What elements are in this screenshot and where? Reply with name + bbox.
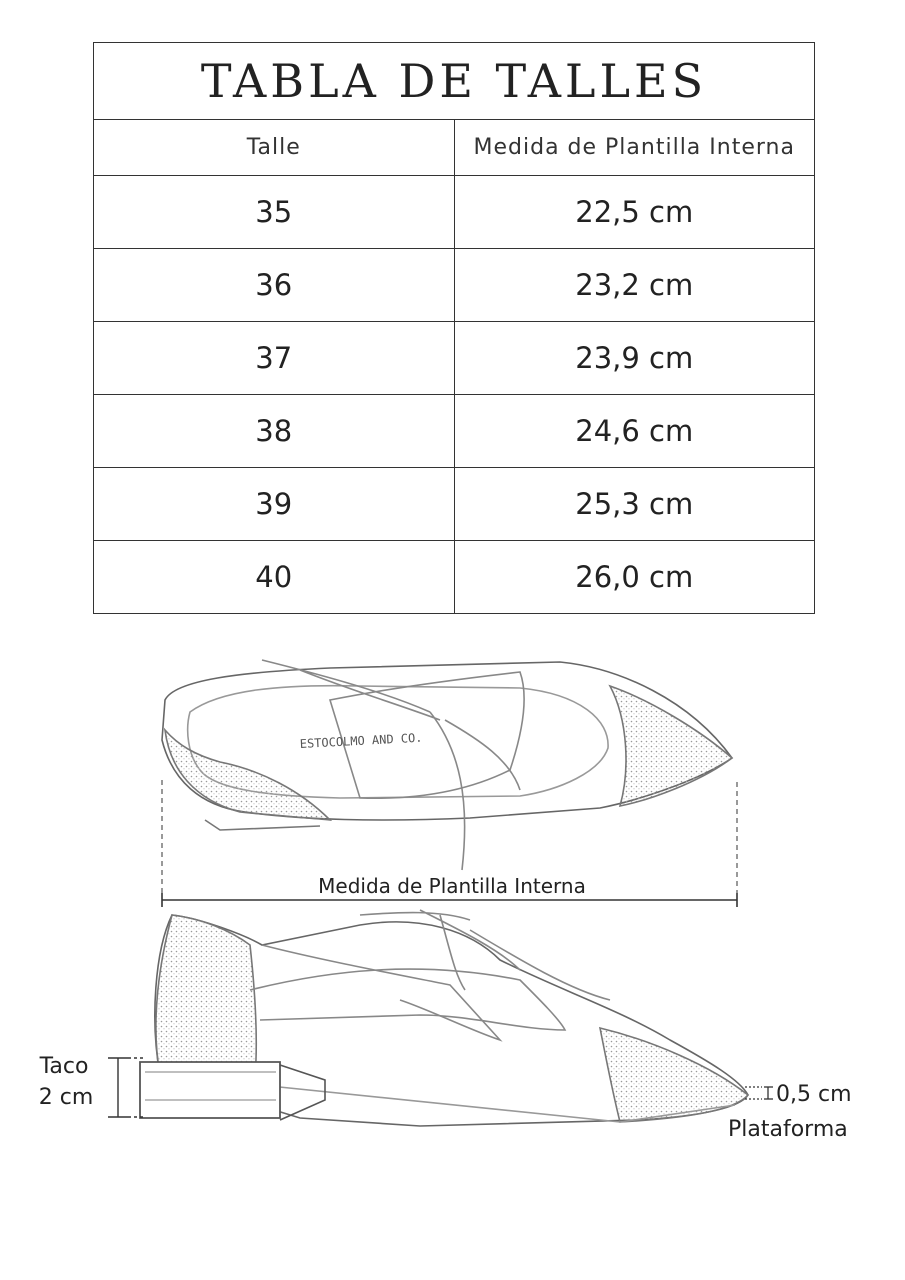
medida-cell: 25,3 cm <box>454 468 815 541</box>
table-header-row <box>94 120 815 176</box>
size-chart-table <box>93 42 815 614</box>
table-row <box>94 395 815 468</box>
table-row <box>94 322 815 395</box>
platform-measure <box>745 1087 773 1099</box>
header-talle: Talle <box>94 120 455 176</box>
table-title: TABLA DE TALLES <box>94 43 815 120</box>
insole-label: Medida de Plantilla Interna <box>318 874 586 898</box>
table-row <box>94 468 815 541</box>
table-row <box>94 249 815 322</box>
medida-cell: 24,6 cm <box>454 395 815 468</box>
platform-label: Plataforma <box>728 1117 848 1142</box>
talle-cell: 39 <box>94 468 455 541</box>
header-medida: Medida de Plantilla Interna <box>454 120 815 176</box>
medida-cell: 22,5 cm <box>454 176 815 249</box>
talle-cell: 36 <box>94 249 455 322</box>
medida-cell: 23,2 cm <box>454 249 815 322</box>
heel-label: Taco <box>39 1054 89 1079</box>
platform-value: 0,5 cm <box>776 1082 852 1107</box>
medida-cell: 26,0 cm <box>454 541 815 614</box>
talle-cell: 40 <box>94 541 455 614</box>
shoe-diagram <box>0 630 905 1170</box>
talle-cell: 37 <box>94 322 455 395</box>
table-row <box>94 176 815 249</box>
talle-cell: 38 <box>94 395 455 468</box>
brand-print: ESTOCOLMO AND CO. <box>299 730 423 751</box>
talle-cell: 35 <box>94 176 455 249</box>
shoe-top-view <box>162 660 732 870</box>
medida-cell: 23,9 cm <box>454 322 815 395</box>
shoe-side-view <box>140 910 748 1126</box>
table-row <box>94 541 815 614</box>
heel-value: 2 cm <box>38 1085 94 1110</box>
